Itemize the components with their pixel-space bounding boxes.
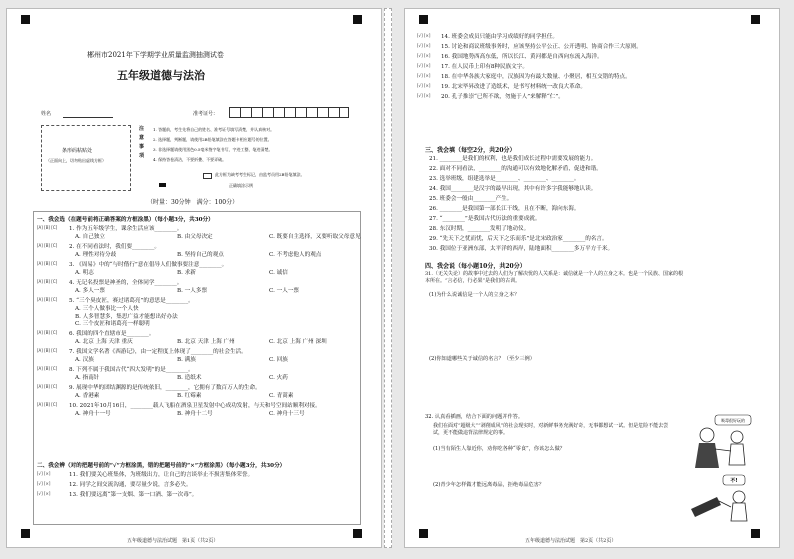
q32-text: 我们在面对“超级大”“剥削成风”的社会现实时，对新鲜事务充满好奇，无事都想试一试。但是危险不能去尝试，更不能做违背法律规定的事。 xyxy=(433,423,669,436)
option: A. 明志 xyxy=(75,270,94,276)
option: A. 北京 上海 天津 重庆 xyxy=(75,338,133,345)
section-1-title: 一、我会选（在题号前将正确答案的方框涂黑）（每小题3分，共30分） xyxy=(37,217,214,223)
answer-bubbles[interactable]: [A] [B] [C] xyxy=(37,225,58,230)
judge-bubbles[interactable]: [√] [×] xyxy=(417,63,431,68)
judge-bubbles[interactable]: [√] [×] xyxy=(37,471,51,476)
notice-item: 1. 答题前，考生先将自己的姓名、准考证号填写清楚，并认真核对。 xyxy=(153,127,275,132)
fill-example-label: 正确填涂示例 xyxy=(229,183,253,188)
corner-mark xyxy=(21,529,30,538)
option: A. 神舟十一号 xyxy=(75,410,111,417)
q32-sub1: (1)当有陌生人靠近你，劝你吃各种“零食”，你该怎么做？ xyxy=(433,446,565,452)
fill-blank-item: 22. 面对不同看法，________的沟通可以有效地化解矛盾，促进和谐。 xyxy=(429,166,602,172)
answer-bubbles[interactable]: [A] [B] [C] xyxy=(37,383,58,389)
ticket-label: 准考证号： xyxy=(193,111,219,117)
absent-note: 此方框为缺考考生标记，由监考员用2B铅笔填涂。 xyxy=(215,172,305,177)
option: A. 汉族 xyxy=(75,356,94,363)
corner-mark xyxy=(419,15,428,24)
option: A. 三个人做事比一个人快 xyxy=(75,306,139,312)
judge-bubbles[interactable]: [√] [×] xyxy=(417,33,431,38)
name-field[interactable] xyxy=(63,117,113,118)
student-body xyxy=(731,503,747,521)
judge-bubbles[interactable]: [√] [×] xyxy=(417,93,431,98)
answer-bubbles[interactable]: [A] [B] [C] xyxy=(37,347,58,353)
fill-blank-item: 23. 选举班级，组建选举是________、________、________。 xyxy=(429,176,580,182)
option: B. 由父母决定 xyxy=(177,234,213,240)
option: B. 造纸术 xyxy=(177,374,202,381)
judge-bubbles[interactable]: [√] [×] xyxy=(37,491,51,496)
answer-bubbles[interactable]: [A] [B] [C] xyxy=(37,243,58,248)
judge-statement: 12. 同学之间交流沟通，要尽量少说，言多必失。 xyxy=(69,482,192,488)
judge-bubbles[interactable]: [√] [×] xyxy=(417,43,431,48)
option: C. 火药 xyxy=(269,374,288,381)
q32-sub2: (2)青少年怎样做才能远离毒品，拒绝毒品危害？ xyxy=(433,482,545,488)
answer-bubbles[interactable]: [A] [B] [C] xyxy=(37,297,58,302)
question-stem: 7. 我国文学名著《西游记》，由一定程度上体现了________的社会生活。 xyxy=(69,348,247,355)
option: C. 既要自主选择，又要听取父母意见 xyxy=(269,234,361,240)
option: B. 求新 xyxy=(177,270,196,276)
fill-blank-item: 27. “________”是我国古代历法的重要成就。 xyxy=(429,216,541,222)
option: B. 满族 xyxy=(177,356,196,363)
judge-statement: 13. 我们要远离“第一支烟、第一口酒、第一次毒”。 xyxy=(69,492,198,498)
option: C. 神舟十三号 xyxy=(269,410,305,417)
question-stem: 9. 展现中华的团结渊源的是传统依旧，________，它拥有了数百万人的生命。 xyxy=(69,384,261,391)
page-footer: 五年级道德与法治试题 第2页（共2页） xyxy=(525,538,617,544)
question-stem: 1. 作为五年级学生，课余生活应该________。 xyxy=(69,226,183,232)
judge-statement: 19. 北宋毕昇改进了造纸术，是书写材料统一改良大革命。 xyxy=(441,84,586,90)
option: B. 一人多票 xyxy=(177,288,208,294)
judge-statement: 15. 讨论和商议班级事务时，应该坚持公平公正、公开透明、协商合作三大原则。 xyxy=(441,44,642,50)
speech-bubble-text: 吸毒很好玩的 xyxy=(721,418,745,423)
judge-bubbles[interactable]: [√] [×] xyxy=(417,73,431,78)
option: B. 北京 天津 上海 广州 xyxy=(177,338,235,345)
judge-bubbles[interactable]: [√] [×] xyxy=(417,83,431,88)
question-stem: 6. 我国的四个直辖市是________。 xyxy=(69,330,155,337)
option: A. 多人一票 xyxy=(75,288,105,294)
fill-blank-item: 26. ________是我国第一部长江干线，且在不断，海向东海。 xyxy=(429,206,580,212)
answer-bubbles[interactable]: [A] [B] [C] xyxy=(37,261,58,266)
fill-blank-item: 21. ________是我们的权利，也是我们成长过程中需要发展的能力。 xyxy=(429,156,597,162)
absent-checkbox[interactable] xyxy=(203,173,212,179)
question-stem: 4. 无记名投票是神圣的，全体同学________。 xyxy=(69,280,183,286)
student-head xyxy=(733,491,745,503)
corner-mark xyxy=(751,529,760,538)
option: C. 一人一票 xyxy=(269,288,300,294)
corner-mark xyxy=(353,15,362,24)
hand-offer xyxy=(715,449,731,451)
exam-title: 郴州市2021年下学期学业质量监测抽测试卷 xyxy=(87,51,224,59)
name-label: 姓名 xyxy=(41,111,52,117)
judge-bubbles[interactable]: [√] [×] xyxy=(37,481,51,486)
question-stem: 2. 在不同看法时，我们要________。 xyxy=(69,244,161,250)
fill-blank-item: 28. 东汉时期，________发明了地动仪。 xyxy=(429,226,530,232)
option: B. 红霉素 xyxy=(177,392,202,399)
judge-bubbles[interactable]: [√] [×] xyxy=(417,53,431,58)
fill-blank-item: 25. 班委会一般由________产生。 xyxy=(429,196,513,202)
fill-example-mark xyxy=(159,183,166,187)
ticket-number-boxes[interactable] xyxy=(229,107,349,118)
option: B. 神舟十二号 xyxy=(177,410,213,417)
option: A. 理性对待分歧 xyxy=(75,252,117,258)
q32-stem: 32. 认真看插画，结合下面的问题并作答。 xyxy=(425,414,524,420)
section-4-title: 四、我会说（每小题10分，共20分） xyxy=(425,263,526,270)
corner-mark xyxy=(353,529,362,538)
exam-page-1 xyxy=(6,8,382,548)
judge-statement: 20. 孔子推崇“已所不欲，勿施于人”来解释“仁”。 xyxy=(441,94,564,100)
option: B. 坚持自己的观点 xyxy=(177,252,224,258)
refuse-bubble-text: 不! xyxy=(730,478,738,484)
q31-sub1: (1)为什么说诚信是一个人的立身之本？ xyxy=(429,292,520,298)
page-footer: 五年级道德与法治试题 第1页（共2页） xyxy=(127,538,219,544)
person-head xyxy=(700,428,714,442)
corner-mark xyxy=(419,529,428,538)
corner-mark xyxy=(21,15,30,24)
child-body xyxy=(729,444,745,465)
question-stem: 8. 下列不属于我国古代“四大发明”的是________。 xyxy=(69,366,194,373)
fill-blank-item: 30. 我国位于亚洲东部，太平洋的西岸，陆地面积________多万平方千米。 xyxy=(429,246,614,252)
option: A. 自己独立 xyxy=(75,234,105,240)
option: C. 回族 xyxy=(269,356,288,363)
person-body xyxy=(695,443,719,468)
question-stem: 5. “三个臭皮匠，赛过诸葛亮”的意思是________。 xyxy=(69,298,194,304)
time-score: （时量：30分钟 满分：100分） xyxy=(147,199,239,206)
q31-stem: 31.（无关失论）的故事中过去的人们为了解决忧的人关系是：诚信就是一个人的立身之本。也是一个民族、国家的根本所在。“言必信，行必果”是我们的古训。 xyxy=(425,271,683,284)
barcode-note: （正面向上，切勿贴出虚线方框） xyxy=(46,158,106,163)
judge-statement: 11. 我们要关心班集体，为班级出力，让自己的言谈举止不损害集体荣誉。 xyxy=(69,472,254,478)
section-3-title: 三、我会填（每空2分，共20分） xyxy=(425,147,516,154)
barcode-label: 条形码粘贴处 xyxy=(62,148,93,154)
barcode-area xyxy=(41,125,131,191)
subject-title: 五年级道德与法治 xyxy=(117,69,205,82)
question-stem: 3. 《周易》中的“与时偕行”意在倡导人们做事要注意________。 xyxy=(69,262,228,268)
fill-blank-item: 29. “先天下之忧而忧，后天下之乐而乐”是北宋政治家________的名言。 xyxy=(429,236,608,242)
section-2-title: 二、我会辨（对的把题号前的“√”方框涂黑，错的把题号前的“×”方框涂黑）（每小题3分，共30分） xyxy=(37,463,286,469)
option: A. 指南针 xyxy=(75,374,100,381)
option: A. 香港素 xyxy=(75,392,100,399)
cartoon-illustration xyxy=(687,413,757,523)
notice-item: 3. 非选择题请使用黑色0.5毫米签字笔书写，字迹工整、笔迹清楚。 xyxy=(153,147,273,152)
stop-arm xyxy=(719,501,731,507)
judge-statement: 17. 在人民币上印有8种民族文字。 xyxy=(441,64,528,70)
q31-sub2: (2)你知道哪些关于诚信的名言？（至少三例） xyxy=(429,356,535,362)
cigarette-shape xyxy=(691,497,721,517)
notice-item: 2. 选择题，判断题，请使用2B铅笔填涂在答题卡相应题号的位置。 xyxy=(153,137,272,142)
question-stem: 10. 2021年10月16日，________载人飞船在酒泉卫星发射中心成功发射，与天和号空间站顺利对接。 xyxy=(69,402,321,409)
answer-bubbles[interactable]: [A] [B] [C] xyxy=(37,365,58,371)
option: C. 北京 上海 广州 深圳 xyxy=(269,338,327,345)
notice-item: 4. 保持答卷清洁，不要折叠、不要弄破。 xyxy=(153,157,227,162)
option: B. 人多智慧多，集思广益才能想出好办法 xyxy=(75,313,178,320)
fill-blank-item: 24. 我国________是汉字的最早出现，其中有许多字我能够地认读。 xyxy=(429,186,597,192)
option: C. 不考虑他人的观点 xyxy=(269,252,322,258)
answer-bubbles[interactable]: [A] [B] [C] xyxy=(37,329,58,335)
exam-page-2 xyxy=(404,8,780,548)
option: C. 诚信 xyxy=(269,270,288,276)
judge-statement: 16. 我国地势西高东低，所以长江、黄河都是自西向东流入海洋。 xyxy=(441,54,603,60)
answer-bubbles[interactable]: [A] [B] [C] xyxy=(37,401,58,407)
fold-line xyxy=(384,8,392,548)
notice-title: 注意事项 xyxy=(139,126,145,159)
option: C. 三个皮匠和诸葛亮一样聪明 xyxy=(75,321,150,327)
child-head xyxy=(731,431,743,443)
answer-bubbles[interactable]: [A] [B] [C] xyxy=(37,279,58,284)
corner-mark xyxy=(751,15,760,24)
judge-statement: 14. 班委会成员只能由学习成绩好的同学担任。 xyxy=(441,34,558,40)
judge-statement: 18. 在中华各族大家庭中，汉族因为有最大数量、小聚居，相互交错的特点。 xyxy=(441,74,631,80)
option: C. 青蒿素 xyxy=(269,392,294,399)
